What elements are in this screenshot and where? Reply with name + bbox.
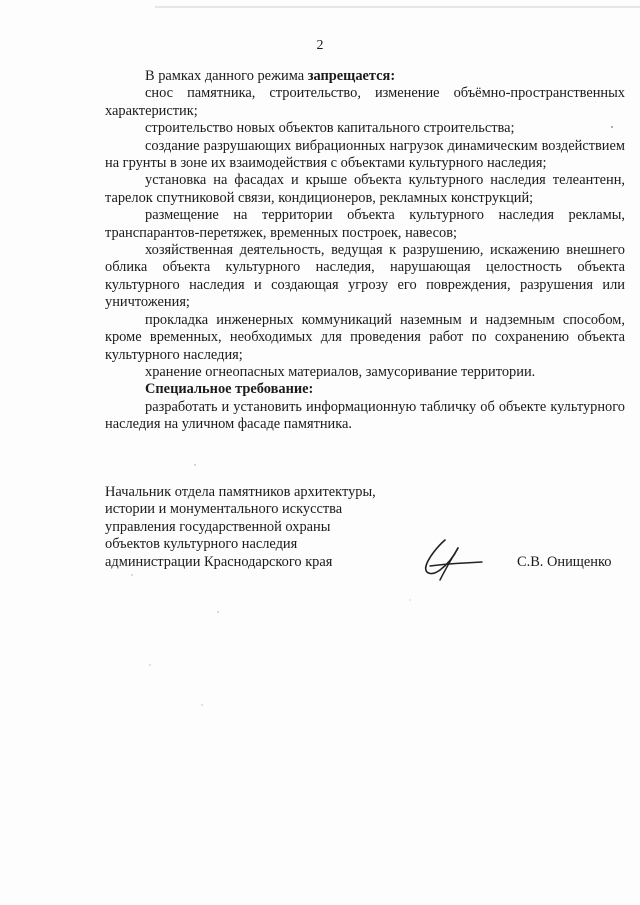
prohibition-item: снос памятника, строительство, изменение объёмно-пространственных характеристик; [105,85,625,119]
intro-bold: запрещается: [307,68,396,84]
position-line: истории и монументального искусства [105,501,343,518]
special-heading-text: Специальное требование: [145,381,314,398]
position-line: управления государственной охраны [105,518,331,535]
intro-text: В рамках данного режима [145,68,308,84]
signatory-name: С.В. Онищенко [517,554,612,570]
prohibition-item: строительство новых объектов капитального строительства; [145,120,515,137]
prohibition-item: хранение огнеопасных материалов, замусоривание территории. [145,363,536,380]
prohibition-item: прокладка инженерных коммуникаций наземным и надземным способом, кроме временных, необходимых для проведения работ по сохранению объекта культурного наследия; [105,311,625,363]
page-number: 2 [316,38,324,53]
prohibition-item: хозяйственная деятельность, ведущая к разрушению, искажению внешнего облика объекта культурного наследия, нарушающая целостность объекта культурного наследия и создающая угрозу его повреждения, разрушения или уничтожения; [105,242,625,311]
position-line: администрации Краснодарского края [105,553,333,570]
position-line: Начальник отдела памятников архитектуры, [105,484,376,500]
prohibition-item: создание разрушающих вибрационных нагрузок динамическим воздействием на грунты в зоне их взаимодействия с объектами культурного наследия; [105,137,625,172]
prohibition-item: установка на фасадах и крыше объекта культурного наследия телеантенн, тарелок спутниковой связи, кондиционеров, рекламных конструкций; [105,172,625,206]
position-line: объектов культурного наследия [105,536,298,553]
prohibition-item: размещение на территории объекта культурного наследия рекламы, транспарантов-перетяжек, временных построек, навесов; [105,207,625,241]
special-requirement-text: разработать и установить информационную табличку об объекте культурного наследия на уличном фасаде памятника. [105,398,625,433]
